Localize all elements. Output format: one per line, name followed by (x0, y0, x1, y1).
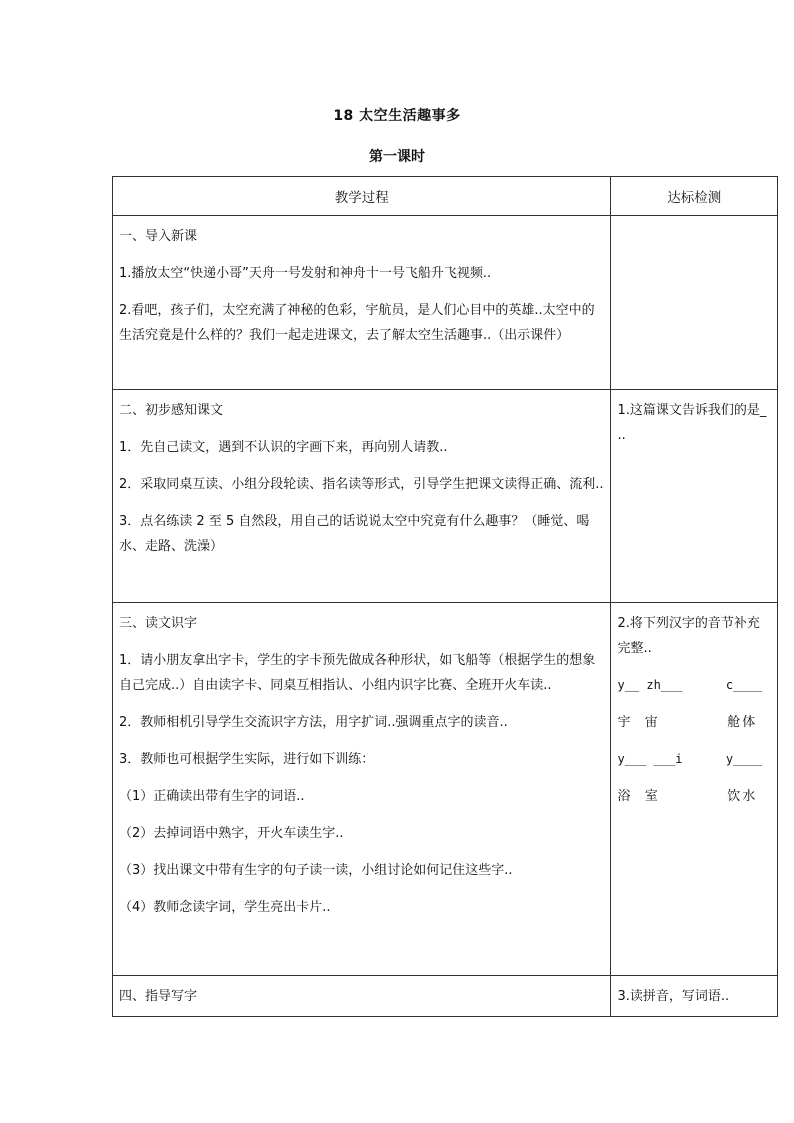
process-item: 2．教师相机引导学生交流识字方法，用字扩词..强调重点字的读音.. (119, 715, 508, 730)
process-cell (113, 390, 611, 603)
section-row-perceive (113, 390, 778, 603)
check-cell (611, 390, 778, 603)
process-item: 1.播放太空“快递小哥”天舟一号发射和神舟十一号飞船升飞视频.. (119, 266, 492, 281)
process-cell (113, 216, 611, 390)
section-row-intro (113, 216, 778, 390)
check-item: 1.这篇课文告诉我们的是_ .. (617, 403, 767, 443)
document-title: 18 太空生活趣事多 (333, 108, 461, 124)
process-item: 1．请小朋友拿出字卡，学生的字卡预先做成各种形状，如飞船等（根据学生的想象自己完成..）自由读字卡、同桌互相指认、小组内识字比赛、全班开火车读.. (119, 653, 596, 693)
check-item: 2.将下列汉字的音节补充完整.. (617, 616, 760, 656)
hanzi-row: 浴 室 饮水 (617, 789, 758, 804)
pinyin-blank-row: y___ ___i y____ (617, 752, 762, 766)
process-cell (113, 603, 611, 976)
process-item: 3．教师也可根据学生实际，进行如下训练： (119, 752, 375, 767)
check-cell (611, 976, 778, 1017)
process-cell (113, 976, 611, 1017)
check-cell (611, 603, 778, 976)
section-heading: 二、初步感知课文 (119, 403, 224, 418)
header-assessment: 达标检测 (611, 177, 778, 216)
lesson-subtitle: 第一课时 (369, 149, 425, 165)
hanzi-row: 宇 宙 舱体 (617, 715, 758, 730)
process-item: （1）正确读出带有生字的词语.. (119, 789, 305, 804)
section-row-literacy (113, 603, 778, 976)
process-item: 1．先自己读文，遇到不认识的字画下来，再向别人请教.. (119, 440, 448, 455)
section-heading: 一、导入新课 (119, 229, 198, 244)
check-cell (611, 216, 778, 390)
section-heading: 三、读文识字 (119, 616, 198, 631)
section-heading: 四、指导写字 (119, 989, 198, 1004)
process-item: （3）找出课文中带有生字的句子读一读，小组讨论如何记住这些字.. (119, 863, 513, 878)
process-item: 2．采取同桌互读、小组分段轮读、指名读等形式，引导学生把课文读得正确、流利.. (119, 477, 604, 492)
table-header-row (113, 177, 778, 216)
header-teaching-process: 教学过程 (113, 177, 611, 216)
process-item: （2）去掉词语中熟字，开火车读生字.. (119, 826, 344, 841)
pinyin-blank-row: y__ zh___ c____ (617, 678, 762, 692)
process-item: （4）教师念读字词，学生亮出卡片.. (119, 900, 331, 915)
process-item: 2.看吧，孩子们，太空充满了神秘的色彩，宇航员，是人们心目中的英雄..太空中的生活究竟是什么样的？我们一起走进课文，去了解太空生活趣事..（出示课件） (119, 303, 595, 343)
check-item: 3.读拼音，写词语.. (617, 989, 730, 1004)
lesson-plan-table (112, 176, 778, 1017)
section-row-writing (113, 976, 778, 1017)
process-item: 3．点名练读 2 至 5 自然段，用自己的话说说太空中究竟有什么趣事？（睡觉、喝水、走路、洗澡） (119, 514, 590, 554)
